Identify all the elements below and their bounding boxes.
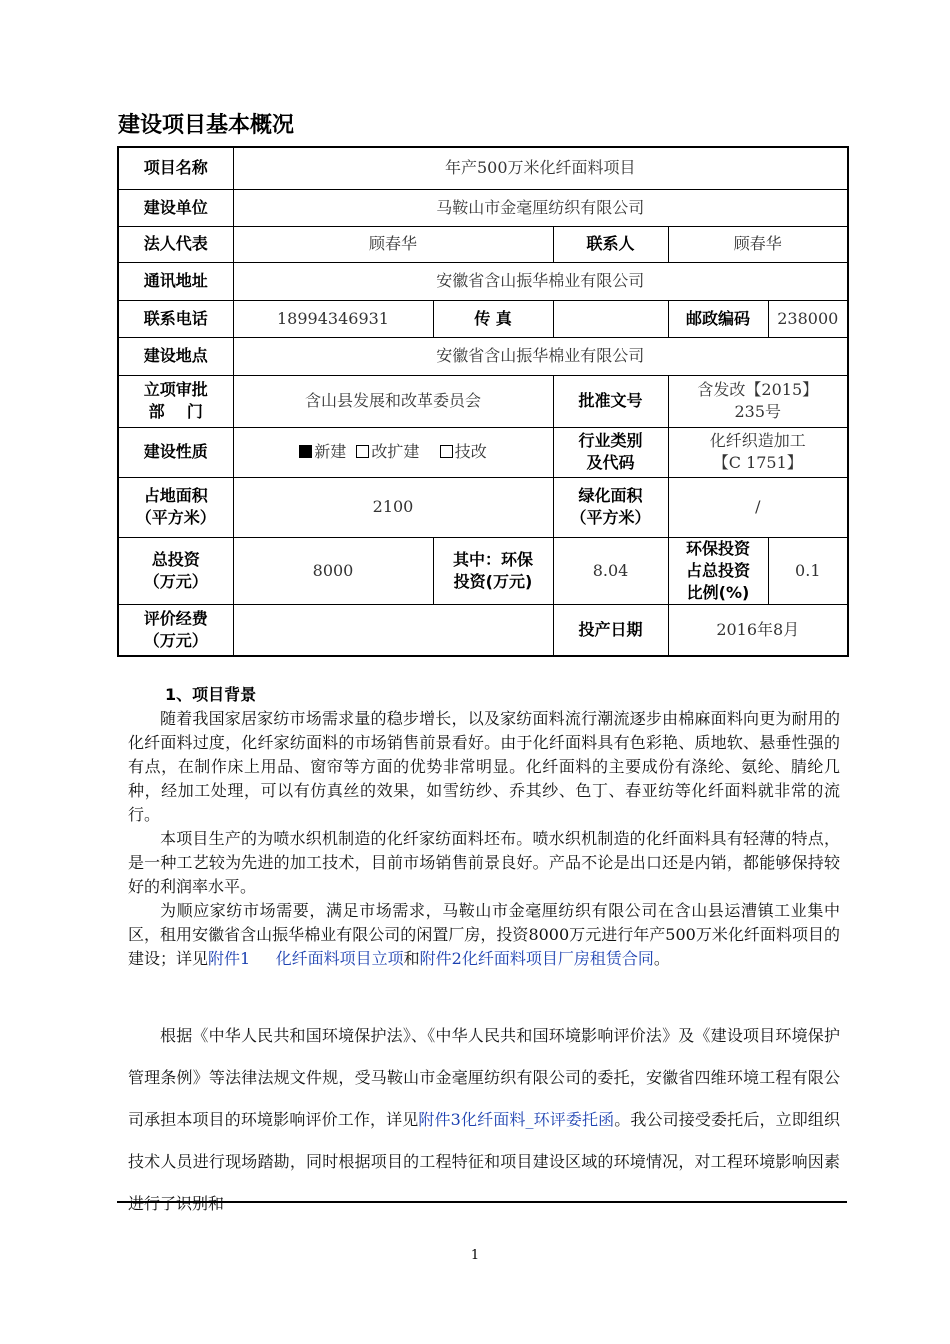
invest-label-line1: 总投资 <box>151 549 200 569</box>
area-label <box>118 477 233 537</box>
table-row <box>118 189 848 226</box>
page-number: 1 <box>470 1248 480 1263</box>
table-row <box>118 147 848 189</box>
env-invest-label-line1: 其中：环保 <box>452 549 533 569</box>
table-row <box>118 427 848 477</box>
builder-label: 建设单位 <box>118 189 233 226</box>
env-invest-label <box>433 537 553 604</box>
contact-value: 顾春华 <box>668 226 848 262</box>
approval-dept-label-line2: 部 门 <box>148 402 203 421</box>
area-value: 2100 <box>233 477 553 537</box>
project-name-label: 项目名称 <box>118 147 233 189</box>
paragraph <box>128 1015 840 1225</box>
green-value: / <box>668 477 848 537</box>
address-value: 安徽省含山振华棉业有限公司 <box>233 262 848 300</box>
legal-rep-value: 顾春华 <box>233 226 553 262</box>
contact-label: 联系人 <box>553 226 668 262</box>
attachment-1-link[interactable]: 附件1 化纤面料项目立项 <box>208 949 404 968</box>
env-ratio-label-line3: 比例(%) <box>686 582 750 602</box>
env-ratio-value: 0.1 <box>768 537 848 604</box>
industry-label <box>553 427 668 477</box>
industry-line1: 化纤织造加工 <box>709 431 806 450</box>
approval-no-line2: 235号 <box>734 402 782 421</box>
checkbox-empty-icon <box>356 445 369 458</box>
table-row <box>118 477 848 537</box>
table-row <box>118 262 848 300</box>
page-title: 建设项目基本概况 <box>118 113 295 138</box>
env-ratio-label-line1: 环保投资 <box>685 538 750 558</box>
background-paragraphs <box>128 707 840 971</box>
nature-new: 新建 <box>314 442 347 461</box>
approval-dept-value: 含山县发展和改革委员会 <box>233 375 553 427</box>
table-row <box>118 337 848 375</box>
env-invest-label-line2: 投资(万元) <box>453 571 533 591</box>
footer-divider <box>117 1201 847 1203</box>
postcode-value: 238000 <box>768 300 848 337</box>
invest-label <box>118 537 233 604</box>
site-label: 建设地点 <box>118 337 233 375</box>
env-invest-value: 8.04 <box>553 537 668 604</box>
paragraph-text: 根据《中华人民共和国环境保护法》、《中华人民共和国环境影响评价法》及《建设项目环境保护管理条例》等法律法规文件规，受马鞍山市金毫厘纺织有限公司的委托，安徽省四维环境工程有限公司承担本项目的环境影响评价工作，详见 <box>128 1026 840 1129</box>
approval-dept-label-line1: 立项审批 <box>143 380 208 399</box>
env-ratio-label-line2: 占总投资 <box>685 560 750 580</box>
industry-label-line1: 行业类别 <box>578 431 643 450</box>
table-row <box>118 537 848 604</box>
start-value: 2016年8月 <box>668 604 848 656</box>
approval-dept-label <box>118 375 233 427</box>
nature-tech: 技改 <box>454 442 487 461</box>
table-row <box>118 375 848 427</box>
nature-label: 建设性质 <box>118 427 233 477</box>
builder-value: 马鞍山市金毫厘纺织有限公司 <box>233 189 848 226</box>
paragraph-text: 为顺应家纺市场需要，满足市场需求，马鞍山市金毫厘纺织有限公司在含山县运漕镇工业集中区，租用安徽省含山振华棉业有限公司的闲置厂房，投资8000万元进行年产500万米化纤面料项目的建设；详见 <box>128 901 840 968</box>
invest-value: 8000 <box>233 537 433 604</box>
commission-paragraph <box>128 1015 840 1225</box>
paragraph-text: 和 <box>403 949 420 968</box>
legal-rep-label: 法人代表 <box>118 226 233 262</box>
paragraph: 本项目生产的为喷水织机制造的化纤家纺面料坯布。喷水织机制造的化纤面料具有轻薄的特点，是一种工艺较为先进的加工技术，目前市场销售前景良好。产品不论是出口还是内销，都能够保持较好的利润率水平。 <box>128 829 840 896</box>
approval-no-value <box>668 375 848 427</box>
paragraph-text: 。我公司接受委托后，立即组织技术人员进行现场踏勘，同时根据项目的工程特征和项目建设区域的环境情况，对工程环境影响因素进行了识别和 <box>128 1110 840 1213</box>
postcode-label: 邮政编码 <box>668 300 768 337</box>
green-label-line2: （平方米） <box>570 508 651 527</box>
area-label-line1: 占地面积 <box>143 486 208 505</box>
attachment-2-link[interactable]: 附件2化纤面料项目厂房租赁合同 <box>419 949 654 968</box>
fax-value <box>553 300 668 337</box>
paragraph: 随着我国家居家纺市场需求量的稳步增长，以及家纺面料流行潮流逐步由棉麻面料向更为耐用的化纤面料过度，化纤家纺面料的市场销售前景看好。由于化纤面料具有色彩艳、质地软、悬垂性强的有点，在制作床上用品、窗帘等方面的优势非常明显。化纤面料的主要成份有涤纶、氨纶、腈纶几种，经加工处理，可以有仿真丝的效果，如雪纺纱、乔其纱、色丁、春亚纺等化纤面料就非常的流行。 <box>128 709 840 824</box>
env-ratio-label <box>668 537 768 604</box>
invest-label-line2: （万元） <box>143 571 208 591</box>
area-label-line2: （平方米） <box>135 508 216 527</box>
start-label: 投产日期 <box>553 604 668 656</box>
green-label <box>553 477 668 537</box>
industry-label-line2: 及代码 <box>586 453 635 472</box>
checkbox-empty-icon <box>440 445 453 458</box>
project-name-value: 年产500万米化纤面料项目 <box>233 147 848 189</box>
nature-options <box>233 427 553 477</box>
phone-label: 联系电话 <box>118 300 233 337</box>
table-row <box>118 300 848 337</box>
industry-line2: 【C 1751】 <box>712 453 803 472</box>
approval-no-line1: 含发改【2015】 <box>697 380 819 399</box>
table-row <box>118 226 848 262</box>
nature-expand: 改扩建 <box>371 442 420 461</box>
table-row <box>118 604 848 656</box>
industry-value <box>668 427 848 477</box>
paragraph-text: 。 <box>653 949 670 968</box>
fax-label: 传 真 <box>433 300 553 337</box>
approval-no-label: 批准文号 <box>553 375 668 427</box>
project-info-table <box>117 146 849 657</box>
phone-value: 18994346931 <box>233 300 433 337</box>
paragraph <box>128 899 840 971</box>
site-value: 安徽省含山振华棉业有限公司 <box>233 337 848 375</box>
fee-value <box>233 604 553 656</box>
attachment-3-link[interactable]: 附件3化纤面料_环评委托函 <box>418 1110 615 1129</box>
section-heading: 1、项目背景 <box>165 685 257 704</box>
fee-label <box>118 604 233 656</box>
checkbox-checked-icon <box>299 445 312 458</box>
green-label-line1: 绿化面积 <box>578 486 643 505</box>
fee-label-line2: （万元） <box>143 630 208 650</box>
address-label: 通讯地址 <box>118 262 233 300</box>
fee-label-line1: 评价经费 <box>143 608 208 628</box>
